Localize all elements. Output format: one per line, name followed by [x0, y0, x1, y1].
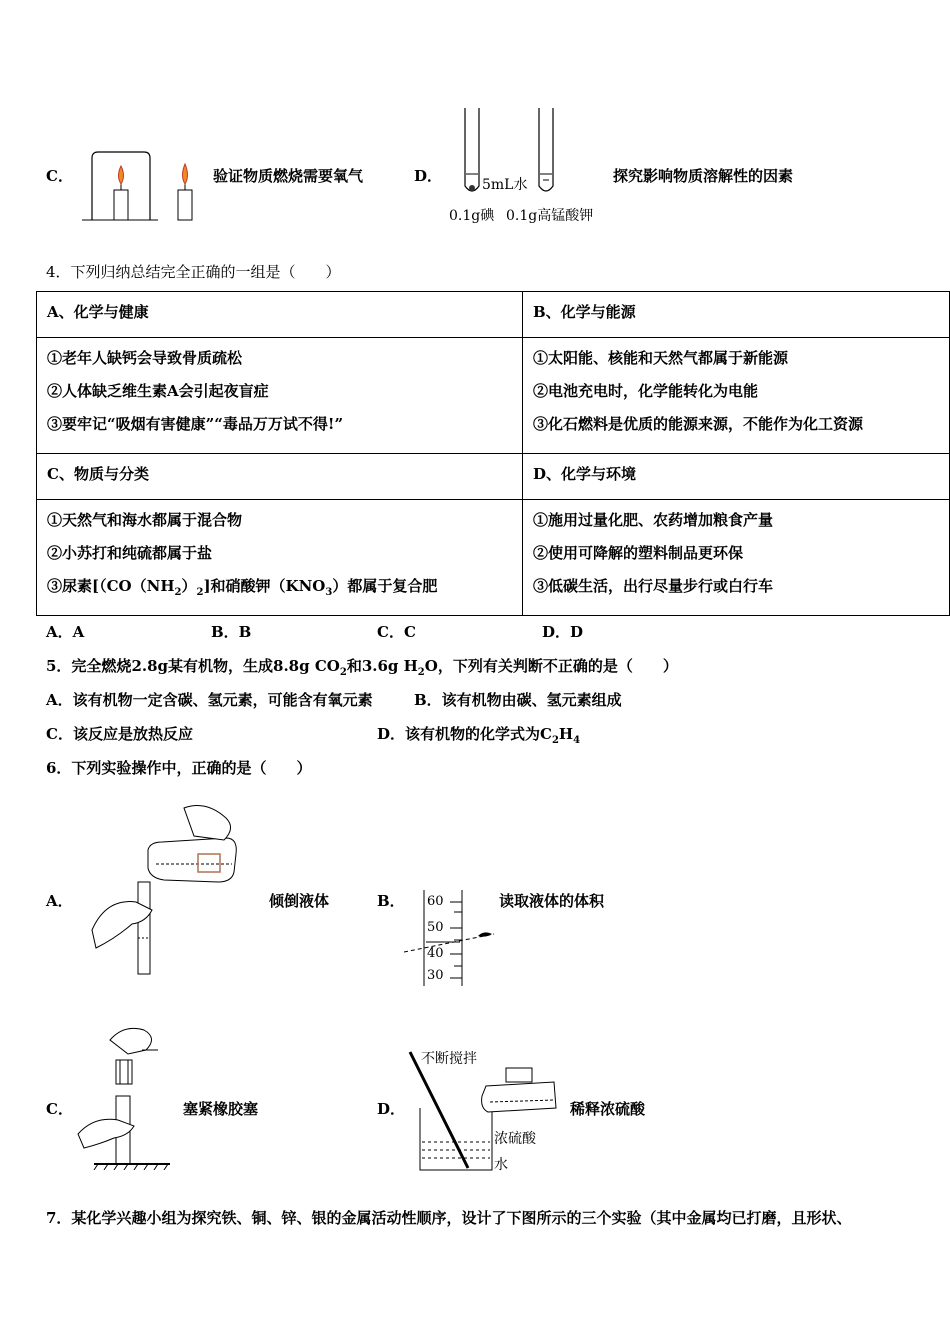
candle-jar-figure [78, 148, 208, 228]
fig-stir-label: 不断搅拌 [421, 1051, 477, 1067]
q5-stem: 5．完全燃烧2.8g某有机物，生成8.8g $CO_2$和3.6g $H_2O$，下列有关判断不正确的是（ ） [46, 657, 678, 678]
q5-option-b[interactable]: B．该有机物由碳、氢元素组成 [414, 691, 622, 709]
fig-acid-label: 浓硫酸 [494, 1131, 536, 1147]
q5-option-c[interactable]: C．该反应是放热反应 [46, 725, 193, 743]
graduated-cylinder-figure [404, 886, 504, 990]
q6-option-d-text: 稀释浓硫酸 [570, 1100, 646, 1118]
cell-d-items: ①施用过量化肥、农药增加粮食产量 ②使用可降解的塑料制品更环保 ③低碳生活，出行尽量步行或白行车 [523, 500, 950, 616]
q6-stem: 6．下列实验操作中，正确的是（ ） [46, 759, 312, 777]
q5-option-d[interactable]: D．该有机物的化学式为$C_2H_4$ [377, 725, 581, 746]
q6-option-b-letter[interactable]: B． [377, 892, 405, 910]
cell-c-items: ①天然气和海水都属于混合物 ②小苏打和纯硫都属于盐 ③尿素[$(CO(NH_2)_2]$和硝酸钾$(KNO_3)$都属于复合肥 [37, 500, 523, 616]
q5-option-a[interactable]: A．该有机物一定含碳、氢元素，可能含有氧元素 [46, 691, 373, 709]
fig-water-label: 5mL水 [482, 177, 528, 193]
pouring-liquid-figure [86, 798, 246, 978]
q7-stem: 7．某化学兴趣小组为探究铁、铜、锌、银的金属活动性顺序，设计了下图所示的三个实验（其中金属均已打磨，且形状、 [46, 1209, 852, 1227]
q6-option-b-text: 读取液体的体积 [499, 892, 605, 910]
tick-50: 50 [427, 920, 444, 935]
q6-option-a-letter[interactable]: A． [46, 892, 73, 910]
q4-choice-b[interactable]: B．B [211, 623, 252, 641]
q4-choice-d[interactable]: D．D [542, 623, 584, 641]
cell-a-items: ①老年人缺钙会导致骨质疏松 ②人体缺乏维生素A会引起夜盲症 ③要牢记“吸烟有害健康”“毒品万万试不得!” [37, 338, 523, 454]
q4-stem: 4．下列归纳总结完全正确的一组是（ ） [46, 263, 341, 281]
q4-choice-a[interactable]: A．A [46, 623, 85, 641]
q3-option-c-letter: C． [46, 167, 73, 185]
stopper-test-tube-figure [74, 1020, 184, 1170]
tick-60: 60 [427, 894, 444, 909]
q6-option-a-text: 倾倒液体 [269, 892, 330, 910]
q4-choice-c[interactable]: C．C [377, 623, 416, 641]
cell-c-title: C、物质与分类 [37, 454, 523, 500]
q3-option-d-text: 探究影响物质溶解性的因素 [613, 167, 794, 185]
tick-30: 30 [427, 968, 444, 983]
cell-a-title: A、化学与健康 [37, 292, 523, 338]
q3-option-d-letter: D． [414, 167, 443, 185]
fig-water-label-d: 水 [494, 1157, 508, 1173]
q4-summary-table [36, 291, 950, 616]
q6-option-d-letter[interactable]: D． [377, 1100, 406, 1118]
q3-option-c-text: 验证物质燃烧需要氧气 [213, 167, 364, 185]
q6-option-c-text: 塞紧橡胶塞 [183, 1100, 259, 1118]
cell-b-items: ①太阳能、核能和天然气都属于新能源 ②电池充电时，化学能转化为电能 ③化石燃料是优质的能源来源，不能作为化工资源 [523, 338, 950, 454]
cell-d-title: D、化学与环境 [523, 454, 950, 500]
cell-b-title: B、化学与能源 [523, 292, 950, 338]
tick-40: 40 [427, 946, 444, 961]
fig-permanganate-label: 0.1g高锰酸钾 [506, 208, 594, 224]
q6-option-c-letter[interactable]: C． [46, 1100, 73, 1118]
fig-iodine-label: 0.1g碘 [449, 208, 495, 224]
